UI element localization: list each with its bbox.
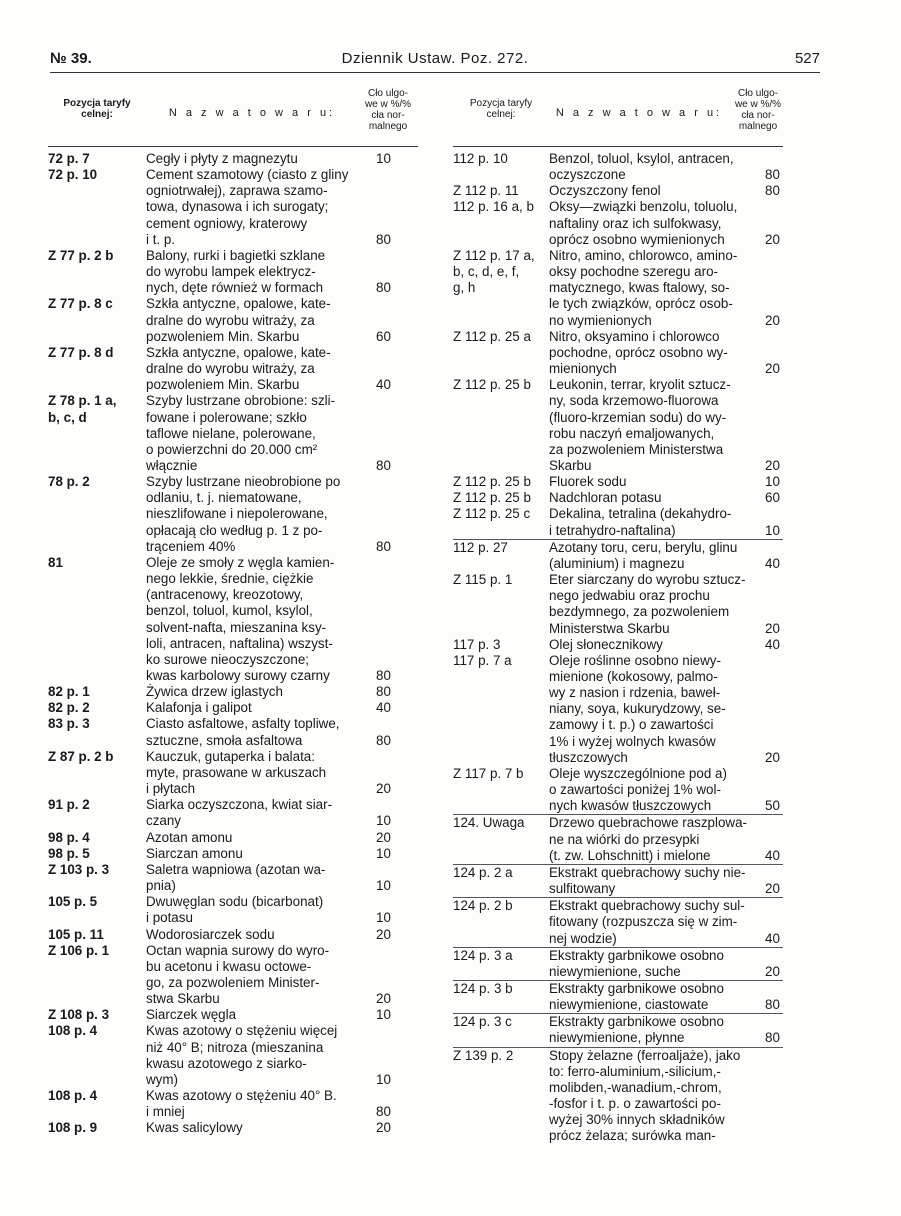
tariff-row xyxy=(453,1048,783,1145)
duty-rate-cell xyxy=(368,927,426,943)
duty-rate-cell xyxy=(368,862,426,894)
tariff-position: 105 p. 5 xyxy=(48,894,98,910)
tariff-position: 108 p. 9 xyxy=(48,1120,98,1136)
duty-rate: 20 xyxy=(376,1120,391,1136)
duty-rate-cell xyxy=(759,506,793,538)
goods-name: Dekalina, tetralina (dekahydro- i tetrahydro-naftalina) xyxy=(549,506,732,538)
duty-rate-cell xyxy=(368,248,426,296)
tariff-position: 112 p. 16 a, b xyxy=(453,199,534,215)
duty-rate-cell xyxy=(759,637,793,653)
duty-rate: 80 xyxy=(765,183,780,199)
tariff-position: Z 77 p. 8 c xyxy=(48,296,113,312)
duty-rate: 40 xyxy=(765,555,780,571)
goods-name: Stopy żelazne (ferroaljaże), jako to: ferro-aluminium,-silicium,- molibden,-wanadium,-chrom, -fosfor i t. p. o zawartości po- wyżej 30% innych składników prócz żelaza; surówka man- xyxy=(549,1047,741,1144)
tariff-row xyxy=(48,555,418,684)
goods-name: Nitro, oksyamino i chlorowco pochodne, oprócz osobno wy- mienionych xyxy=(549,328,728,377)
duty-rate-cell xyxy=(759,815,793,863)
position-header: Pozycja taryfy celnej: xyxy=(469,98,533,120)
duty-rate: 20 xyxy=(376,829,391,845)
duty-rate-cell xyxy=(759,329,793,377)
duty-rate: 20 xyxy=(765,749,780,765)
duty-rate-cell xyxy=(759,1048,793,1145)
tariff-position: Z 112 p. 25 c xyxy=(453,506,531,522)
tariff-position: 98 p. 4 xyxy=(48,829,90,845)
duty-rate-cell xyxy=(368,167,426,248)
goods-name: Ekstrakty garbnikowe osobno niewymienione, ciastowate xyxy=(549,980,724,1013)
goods-name: Leukonin, terrar, kryolit sztucz- ny, soda krzemowo-fluorowa (fluoro-krzemian sodu) do wy- robu naczyń emaljowanych, za pozwoleniem Ministerstwa Skarbu xyxy=(549,377,731,473)
duty-rate-cell xyxy=(368,716,426,748)
left-column-header xyxy=(48,88,418,147)
position-header: Pozycja taryfy celnej: xyxy=(63,98,131,120)
duty-rate-cell xyxy=(368,1088,426,1120)
tariff-position: 124 p. 2 a xyxy=(453,864,513,880)
duty-rate-cell xyxy=(759,183,793,199)
tariff-row xyxy=(453,572,783,637)
duty-rate-cell xyxy=(759,248,793,329)
goods-name: Siarczan amonu xyxy=(146,845,243,861)
duty-rate: 20 xyxy=(376,926,391,942)
duty-rate-cell xyxy=(368,555,426,684)
tariff-position: 82 p. 1 xyxy=(48,684,90,700)
duty-rate-cell xyxy=(368,151,426,167)
duty-rate: 80 xyxy=(376,231,391,247)
duty-rate: 20 xyxy=(765,312,780,328)
right-column-header xyxy=(453,88,783,147)
tariff-row xyxy=(453,183,783,199)
tariff-position: 98 p. 5 xyxy=(48,845,90,861)
tariff-position: Z 112 p. 11 xyxy=(453,183,519,199)
tariff-row xyxy=(453,377,783,474)
duty-rate-cell xyxy=(759,151,793,183)
tariff-position: Z 77 p. 2 b xyxy=(48,247,114,263)
tariff-position: Z 78 p. 1 a, b, c, d xyxy=(48,393,117,425)
duty-rate-cell xyxy=(759,653,793,766)
tariff-position: 72 p. 10 xyxy=(48,167,98,183)
tariff-position: Z 103 p. 3 xyxy=(48,861,110,877)
duty-rate: 40 xyxy=(376,377,391,393)
duty-rate: 20 xyxy=(765,620,780,636)
tariff-position: 81 xyxy=(48,554,63,570)
tariff-row xyxy=(453,1014,783,1047)
duty-rate-cell xyxy=(368,797,426,829)
goods-name: Oleje wyszczególnione pod a) o zawartości poniżej 1% wol- nych kwasów tłuszczowych xyxy=(549,765,727,814)
duty-rate: 10 xyxy=(376,1071,391,1087)
duty-rate-cell xyxy=(759,1014,793,1046)
name-header: N a z w a t o w a r u: xyxy=(168,107,336,119)
tariff-row xyxy=(453,898,783,947)
goods-name: Ciasto asfaltowe, asfalty topliwe, sztuczne, smoła asfaltowa xyxy=(146,716,340,748)
page-number: 527 xyxy=(794,50,820,67)
tariff-row xyxy=(48,716,418,748)
tariff-row xyxy=(48,167,418,248)
tariff-row xyxy=(48,684,418,700)
tariff-position: Z 139 p. 2 xyxy=(453,1047,514,1063)
goods-name: Ekstrakty garbnikowe osobno niewymienione, płynne xyxy=(549,1014,724,1046)
duty-rate: 60 xyxy=(376,328,391,344)
tariff-row xyxy=(48,894,418,926)
tariff-row xyxy=(453,815,783,864)
goods-name: Ekstrakt quebrachowy suchy sul- fitowany (rozpuszcza się w zim- nej wodzie) xyxy=(549,898,745,946)
duty-rate: 20 xyxy=(765,361,780,377)
tariff-position: Z 115 p. 1 xyxy=(453,572,513,588)
tariff-row xyxy=(453,948,783,981)
tariff-row xyxy=(48,846,418,862)
goods-name: Saletra wapniowa (azotan wa- pnia) xyxy=(146,861,326,894)
duty-rate: 50 xyxy=(765,798,780,814)
tariff-row xyxy=(48,927,418,943)
duty-rate: 40 xyxy=(765,636,780,652)
goods-name: Kwas azotowy o stężeniu 40° B. i mniej xyxy=(146,1088,337,1120)
duty-rate: 10 xyxy=(376,878,391,894)
tariff-row xyxy=(453,506,783,539)
rate-header: Cło ulgo- we w %/% cła nor- malnego xyxy=(734,88,782,132)
duty-rate-cell xyxy=(368,749,426,797)
tariff-row xyxy=(48,151,418,167)
name-header: N a z w a t o w a r u: xyxy=(555,107,723,119)
duty-rate: 10 xyxy=(376,151,391,166)
duty-rate: 80 xyxy=(376,732,391,748)
goods-name: Nadchloran potasu xyxy=(549,490,662,506)
tariff-position: 105 p. 11 xyxy=(48,926,104,942)
duty-rate: 80 xyxy=(765,997,780,1013)
duty-rate-cell xyxy=(368,830,426,846)
duty-rate-cell xyxy=(368,474,426,555)
tariff-row xyxy=(48,393,418,474)
tariff-row xyxy=(48,749,418,797)
duty-rate-cell xyxy=(368,296,426,344)
tariff-position: 91 p. 2 xyxy=(48,797,90,813)
tariff-position: Z 112 p. 25 b xyxy=(453,377,531,393)
goods-name: Wodorosiarczek sodu xyxy=(146,926,275,942)
tariff-row xyxy=(48,474,418,555)
duty-rate: 80 xyxy=(765,1030,780,1046)
goods-name: Szkła antyczne, opalowe, kate- dralne do wyrobu witraży, za pozwoleniem Min. Skarbu xyxy=(146,296,331,344)
tariff-row xyxy=(453,329,783,377)
duty-rate: 10 xyxy=(376,910,391,926)
duty-rate-cell xyxy=(759,199,793,247)
duty-rate-cell xyxy=(368,1120,426,1136)
goods-name: Żywica drzew iglastych xyxy=(146,684,283,700)
goods-name: Oleje roślinne osobno niewy- mienione (kokosowy, palmo- wy z nasion i rdzenia, baweł- niany, soya, kukurydzowy, se- zamowy i t. p.) o zawartości 1% i wyżej wolnych kwasów tłuszczowych xyxy=(549,652,726,765)
tariff-position: 117 p. 3 xyxy=(453,636,501,652)
duty-rate-cell xyxy=(368,894,426,926)
tariff-row xyxy=(48,943,418,1008)
tariff-position: Z 112 p. 25 a xyxy=(453,328,531,344)
goods-name: Azotan amonu xyxy=(146,829,233,845)
tariff-position: Z 117 p. 7 b xyxy=(453,765,524,781)
tariff-row xyxy=(453,199,783,247)
goods-name: Olej słonecznikowy xyxy=(549,636,663,652)
duty-rate-cell xyxy=(759,377,793,474)
duty-rate-cell xyxy=(368,393,426,474)
tariff-row xyxy=(453,474,783,490)
tariff-row xyxy=(453,490,783,506)
duty-rate-cell xyxy=(759,766,793,814)
tariff-position: 83 p. 3 xyxy=(48,716,90,732)
tariff-row xyxy=(453,637,783,653)
duty-rate-cell xyxy=(759,948,793,980)
goods-name: Benzol, toluol, ksylol, antracen, oczyszczone xyxy=(549,151,734,183)
duty-rate-cell xyxy=(368,1007,426,1023)
duty-rate: 20 xyxy=(376,991,391,1007)
tariff-row xyxy=(48,862,418,894)
duty-rate-cell xyxy=(368,700,426,716)
goods-name: Ekstrakt quebrachowy suchy nie- sulfitowany xyxy=(549,864,746,897)
tariff-row xyxy=(453,653,783,766)
goods-name: Drzewo quebrachowe raszplowa- ne na wiórki do przesypki (t. zw. Lohschnitt) i mielone xyxy=(549,815,747,863)
duty-rate-cell xyxy=(759,474,793,490)
duty-rate-cell xyxy=(368,345,426,393)
duty-rate-cell xyxy=(759,865,793,897)
right-rows xyxy=(453,147,783,1145)
duty-rate: 10 xyxy=(376,813,391,829)
goods-name: Fluorek sodu xyxy=(549,474,627,490)
duty-rate-cell xyxy=(759,572,793,637)
goods-name: Cement szamotowy (ciasto z gliny ogniotrwałej), zaprawa szamo- towa, dynasowa i ich surogaty; cement ogniowy, kraterowy i t. p. xyxy=(146,167,349,247)
tariff-row xyxy=(48,345,418,393)
tariff-position: 108 p. 4 xyxy=(48,1023,98,1039)
tariff-position: 124 p. 3 b xyxy=(453,980,513,996)
tariff-row xyxy=(48,1023,418,1088)
tariff-row xyxy=(48,296,418,344)
duty-rate: 20 xyxy=(765,963,780,979)
tariff-position: 78 p. 2 xyxy=(48,474,90,490)
duty-rate-cell xyxy=(368,846,426,862)
goods-name: Ekstrakty garbnikowe osobno niewymienione, suche xyxy=(549,947,724,979)
goods-name: Kalafonja i galipot xyxy=(146,700,252,716)
tariff-position: 117 p. 7 a xyxy=(453,652,512,668)
duty-rate: 80 xyxy=(376,668,391,683)
tariff-position: Z 87 p. 2 b xyxy=(48,748,114,764)
duty-rate: 80 xyxy=(376,457,391,473)
tariff-row xyxy=(453,248,783,329)
goods-name: Balony, rurki i bagietki szklane do wyrobu lampek elektrycz- nych, dęte również w formach xyxy=(146,247,326,296)
tariff-row xyxy=(453,766,783,815)
goods-name: Szkła antyczne, opalowe, kate- dralne do wyrobu witraży, za pozwoleniem Min. Skarbu xyxy=(146,344,331,393)
duty-rate-cell xyxy=(368,943,426,1008)
duty-rate-cell xyxy=(759,898,793,946)
duty-rate: 10 xyxy=(376,1007,391,1023)
tariff-row xyxy=(453,865,783,898)
right-column xyxy=(453,88,783,1145)
goods-name: Kwas salicylowy xyxy=(146,1120,243,1136)
duty-rate: 10 xyxy=(765,522,780,538)
duty-rate-cell xyxy=(368,1023,426,1088)
tariff-row xyxy=(453,151,783,183)
goods-name: Dwuwęglan sodu (bicarbonat) i potasu xyxy=(146,894,324,926)
left-column xyxy=(48,88,418,1137)
tariff-row xyxy=(48,830,418,846)
tariff-position: Z 108 p. 3 xyxy=(48,1007,110,1023)
duty-rate-cell xyxy=(368,684,426,700)
tariff-row xyxy=(48,797,418,829)
duty-rate-cell xyxy=(759,981,793,1013)
tariff-row xyxy=(453,981,783,1014)
duty-rate: 80 xyxy=(376,538,391,554)
goods-name: Oczyszczony fenol xyxy=(549,183,661,199)
duty-rate: 40 xyxy=(376,700,391,716)
goods-name: Szyby lustrzane nieobrobione po odlaniu, t. j. niematowane, nieszlifowane i niepolerowane, opłacają cło według p. 1 z po- trąceniem 40% xyxy=(146,474,341,554)
journal-title: Dziennik Ustaw. Poz. 272. xyxy=(341,50,529,67)
tariff-row xyxy=(48,1007,418,1023)
tariff-position: 72 p. 7 xyxy=(48,151,90,166)
duty-rate: 80 xyxy=(765,167,780,183)
duty-rate: 60 xyxy=(765,490,780,506)
duty-rate: 80 xyxy=(376,280,391,296)
goods-name: Siarczek węgla xyxy=(146,1007,237,1023)
goods-name: Cegły i płyty z magnezytu xyxy=(146,151,298,166)
page-header xyxy=(50,50,820,73)
tariff-row xyxy=(453,540,783,572)
tariff-row xyxy=(48,1088,418,1120)
tariff-position: 124 p. 3 a xyxy=(453,947,513,963)
goods-name: Azotany toru, ceru, berylu, glinu (aluminium) i magnezu xyxy=(549,539,738,571)
goods-name: Szyby lustrzane obrobione: szli- fowane i polerowane; szkło taflowe nielane, polerowane, o powierzchni do 20.000 cm² włącznie xyxy=(146,393,336,473)
tariff-position: 124 p. 2 b xyxy=(453,898,513,914)
tariff-position: Z 106 p. 1 xyxy=(48,942,110,958)
goods-name: Eter siarczany do wyrobu sztucz- nego jedwabiu oraz prochu bezdymnego, za pozwoleniem Ministerstwa Skarbu xyxy=(549,572,746,636)
duty-rate: 40 xyxy=(765,930,780,946)
goods-name: Siarka oczyszczona, kwiat siar- czany xyxy=(146,797,333,829)
goods-name: Nitro, amino, chlorowco, amino- oksy pochodne szeregu aro- matycznego, kwas ftalowy, so- le tych związków, oprócz osob- no wymienionych xyxy=(549,247,738,328)
tariff-position: 124 p. 3 c xyxy=(453,1014,512,1030)
tariff-row xyxy=(48,1120,418,1136)
tariff-position: Z 112 p. 25 b xyxy=(453,490,531,506)
goods-name: Kauczuk, gutaperka i balata: myte, prasowane w arkuszach i płytach xyxy=(146,748,327,797)
tariff-row xyxy=(48,248,418,296)
tariff-position: 82 p. 2 xyxy=(48,700,90,716)
tariff-position: 112 p. 27 xyxy=(453,539,508,555)
goods-name: Octan wapnia surowy do wyro- bu acetonu i kwasu octowe- go, za pozwoleniem Minister- stwa Skarbu xyxy=(146,942,330,1007)
rate-header: Cło ulgo- we w %/% cła nor- malnego xyxy=(364,88,412,132)
duty-rate: 20 xyxy=(765,881,780,897)
goods-name: Kwas azotowy o stężeniu więcej niż 40° B; nitroza (mieszanina kwasu azotowego z siarko- wym) xyxy=(146,1023,338,1087)
tariff-position: 108 p. 4 xyxy=(48,1088,98,1104)
duty-rate: 20 xyxy=(376,781,391,797)
duty-rate: 40 xyxy=(765,847,780,863)
duty-rate-cell xyxy=(759,490,793,506)
duty-rate: 10 xyxy=(376,845,391,861)
goods-name: Oksy—związki benzolu, toluolu, naftaliny oraz ich sulfokwasy, oprócz osobno wymienionych xyxy=(549,199,738,247)
issue-number: № 39. xyxy=(50,50,92,67)
tariff-position: Z 77 p. 8 d xyxy=(48,344,114,360)
tariff-position: Z 112 p. 25 b xyxy=(453,474,531,490)
tariff-row xyxy=(48,700,418,716)
left-rows xyxy=(48,147,418,1137)
duty-rate: 20 xyxy=(765,231,780,247)
duty-rate: 80 xyxy=(376,684,391,700)
duty-rate: 80 xyxy=(376,1104,391,1120)
duty-rate-cell xyxy=(759,540,793,572)
goods-name: Oleje ze smoły z węgla kamien- nego lekkie, średnie, ciężkie (antracenowy, kreozotowy, benzol, toluol, kumol, ksylol, solvent-nafta, mieszanina ksy- loli, antracen, naftalina) wszyst- ko surowe nieoczyszczone; kwas karbolowy surowy czarny xyxy=(146,554,335,683)
tariff-position: 124. Uwaga xyxy=(453,815,525,831)
tariff-position: 112 p. 10 xyxy=(453,151,508,166)
tariff-position: Z 112 p. 17 a, b, c, d, e, f, g, h xyxy=(453,247,535,296)
duty-rate: 20 xyxy=(765,457,780,473)
duty-rate: 10 xyxy=(765,474,780,490)
